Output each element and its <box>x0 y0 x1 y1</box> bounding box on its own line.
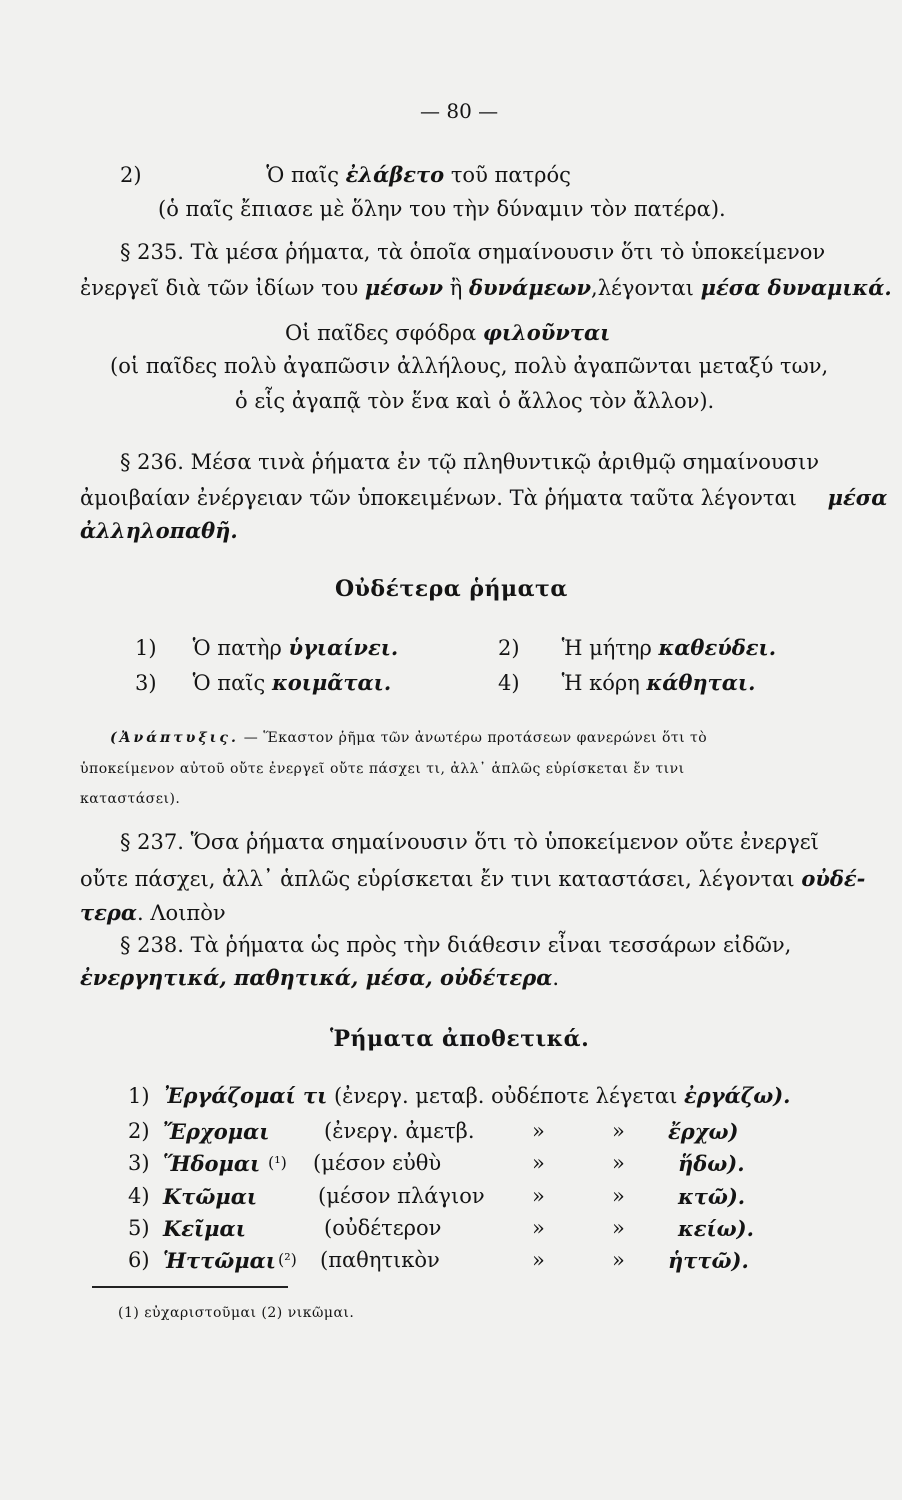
paragraph-235-line-2 <box>80 277 892 299</box>
paragraph-236-line-1: § 236. Μέσα τινὰ ῥήματα ἐν τῷ πληθυντικῷ ἀριθμῷ σημαίνουσιν <box>120 450 819 474</box>
term: δυνάμεων <box>469 275 592 300</box>
example-verb: φιλοῦνται <box>482 320 611 345</box>
active-form: ἡττῶ). <box>668 1248 749 1273</box>
text: Ἡ μήτηρ <box>561 636 659 660</box>
verb: Ἥδομαι <box>163 1151 261 1176</box>
verb: Ἡττῶμαι <box>163 1248 276 1273</box>
example-number: 1) <box>135 636 157 660</box>
text: Ὁ πατὴρ <box>192 636 289 660</box>
text: ἐνεργεῖ διὰ τῶν ἰδίων του <box>80 276 365 300</box>
row-number: 5) <box>128 1216 150 1240</box>
anaptyxis-line-3: καταστάσει). <box>80 791 181 807</box>
example-verb: ἐλάβετο <box>345 162 445 187</box>
example-number: 4) <box>498 671 520 695</box>
deponent-row-2 <box>128 1119 739 1144</box>
description: (ἐνεργ. ἀμετβ. <box>324 1119 475 1143</box>
row-number: 2) <box>128 1119 150 1143</box>
paragraph-238-line-2 <box>80 967 559 989</box>
text: ἢ <box>443 276 470 300</box>
example-number: 3) <box>135 671 157 695</box>
description: (μέσον πλάγιον <box>318 1184 485 1208</box>
description: (παθητικὸν <box>320 1248 440 1272</box>
ditto-mark: » <box>532 1119 545 1143</box>
ditto-mark: » <box>532 1151 545 1175</box>
deponent-row-6 <box>128 1248 749 1273</box>
text: Οἱ παῖδες σφόδρα <box>285 321 483 345</box>
paragraph-235-line-1: § 235. Τὰ μέσα ῥήματα, τὰ ὁποῖα σημαίνουσιν ὅτι τὸ ὑποκείμενον <box>120 240 826 264</box>
neuter-example-2 <box>498 637 776 659</box>
example-verb: ὑγιαίνει. <box>288 635 399 660</box>
description: (οὐδέτερον <box>324 1216 442 1240</box>
ditto-mark: » <box>612 1248 625 1272</box>
active-form: κτῶ). <box>678 1184 746 1209</box>
paragraph-236-line-2 <box>80 487 887 509</box>
neuter-example-1 <box>135 637 398 659</box>
neuter-example-4 <box>498 672 755 694</box>
term: τερα <box>80 900 138 925</box>
text: Ἡ κόρη <box>561 671 647 695</box>
example-text: τοῦ πατρός <box>444 163 571 187</box>
row-number: 4) <box>128 1184 150 1208</box>
example-2 <box>120 164 571 186</box>
verb: Ἔρχομαι <box>163 1119 270 1144</box>
term-list: ἐνεργητικά, παθητικά, μέσα, οὐδέτερα <box>80 965 553 990</box>
example-number: 2) <box>498 636 520 660</box>
paragraph-237-line-3 <box>80 902 226 924</box>
verb: Ἐργάζομαί τι <box>164 1083 328 1108</box>
anaptyxis-line-2: ὑποκείμενον αὐτοῦ οὔτε ἐνεργεῖ οὔτε πάσχει τι, ἀλλ᾽ ἁπλῶς εὑρίσκεται ἔν τινι <box>80 761 685 777</box>
example-number: 2) <box>120 163 142 187</box>
text: ἀμοιβαίαν ἐνέργειαν τῶν ὑποκειμένων. Τὰ ῥήματα ταῦτα λέγονται <box>80 486 804 510</box>
footnote: (1) εὐχαριστοῦμαι (2) νικῶμαι. <box>118 1305 355 1321</box>
paragraph-236-line-3: ἀλληλοπαθῆ. <box>80 518 238 543</box>
row-number: 1) <box>128 1084 150 1108</box>
example-2-gloss: (ὁ παῖς ἔπιασε μὲ ὅλην του τὴν δύναμιν τὸν πατέρα). <box>158 197 726 221</box>
verb: Κεῖμαι <box>163 1216 246 1241</box>
heading-neuter-verbs: Οὐδέτερα ῥήματα <box>335 576 568 602</box>
paragraph-237-line-1: § 237. Ὅσα ῥήματα σημαίνουσιν ὅτι τὸ ὑποκείμενον οὔτε ἐνεργεῖ <box>120 830 819 854</box>
example-philountai <box>285 322 610 344</box>
term: μέσων <box>364 275 444 300</box>
row-number: 6) <box>128 1248 150 1272</box>
example-philountai-gloss-2: ὁ εἷς ἀγαπᾷ τὸν ἕνα καὶ ὁ ἄλλος τὸν ἄλλον). <box>235 389 715 413</box>
ditto-mark: » <box>612 1151 625 1175</box>
heading-deponent-verbs: Ῥήματα ἀποθετικά. <box>330 1026 590 1052</box>
example-verb: καθεύδει. <box>658 635 777 660</box>
neuter-example-3 <box>135 672 391 694</box>
example-verb: κοιμᾶται. <box>271 670 392 695</box>
deponent-row-5 <box>128 1216 754 1241</box>
text: ,λέγονται <box>591 276 701 300</box>
ditto-mark: » <box>532 1184 545 1208</box>
paragraph-238-line-1: § 238. Τὰ ῥήματα ὡς πρὸς τὴν διάθεσιν εἶναι τεσσάρων εἰδῶν, <box>120 933 792 957</box>
ditto-mark: » <box>532 1248 545 1272</box>
text: . <box>552 966 560 990</box>
deponent-row-4 <box>128 1184 746 1209</box>
footnote-mark: (²) <box>278 1250 297 1269</box>
text: — Ἕκαστον ῥῆμα τῶν ἀνωτέρω προτάσεων φανερώνει ὅτι τὸ <box>243 730 708 746</box>
active-form: ἔρχω) <box>668 1119 739 1144</box>
active-form: κείω). <box>678 1216 754 1241</box>
description: (μέσον εὐθὺ <box>313 1151 442 1175</box>
paragraph-237-line-2 <box>80 868 865 890</box>
example-text: Ὁ παῖς <box>266 163 346 187</box>
deponent-row-3 <box>128 1151 745 1176</box>
deponent-row-1 <box>128 1085 790 1107</box>
ditto-mark: » <box>612 1119 625 1143</box>
term: μέσα <box>827 485 888 510</box>
ditto-mark: » <box>612 1216 625 1240</box>
text: οὔτε πάσχει, ἀλλ᾽ ἁπλῶς εὑρίσκεται ἔν τινι καταστάσει, λέγονται <box>80 867 802 891</box>
active-form: ἐργάζω). <box>684 1083 791 1108</box>
footnote-mark: (¹) <box>268 1153 287 1172</box>
ditto-mark: » <box>532 1216 545 1240</box>
anaptyxis-label: (Ἀνάπτυξις. <box>110 730 239 746</box>
footnote-rule <box>92 1286 288 1288</box>
example-philountai-gloss-1: (οἱ παῖδες πολὺ ἀγαπῶσιν ἀλλήλους, πολὺ ἀγαπῶνται μεταξύ των, <box>110 354 829 378</box>
text: Ὁ παῖς <box>192 671 272 695</box>
verb: Κτῶμαι <box>163 1184 258 1209</box>
anaptyxis-line-1 <box>110 731 707 745</box>
row-number: 3) <box>128 1151 150 1175</box>
term: μέσα δυναμικά. <box>700 275 892 300</box>
ditto-mark: » <box>612 1184 625 1208</box>
term: οὐδέ- <box>801 866 866 891</box>
active-form: ἥδω). <box>678 1151 745 1176</box>
example-verb: κάθηται. <box>646 670 756 695</box>
page-number: — 80 — <box>420 99 499 123</box>
description: (ἐνεργ. μεταβ. οὐδέποτε λέγεται <box>333 1084 678 1108</box>
text: . Λοιπὸν <box>137 901 226 925</box>
